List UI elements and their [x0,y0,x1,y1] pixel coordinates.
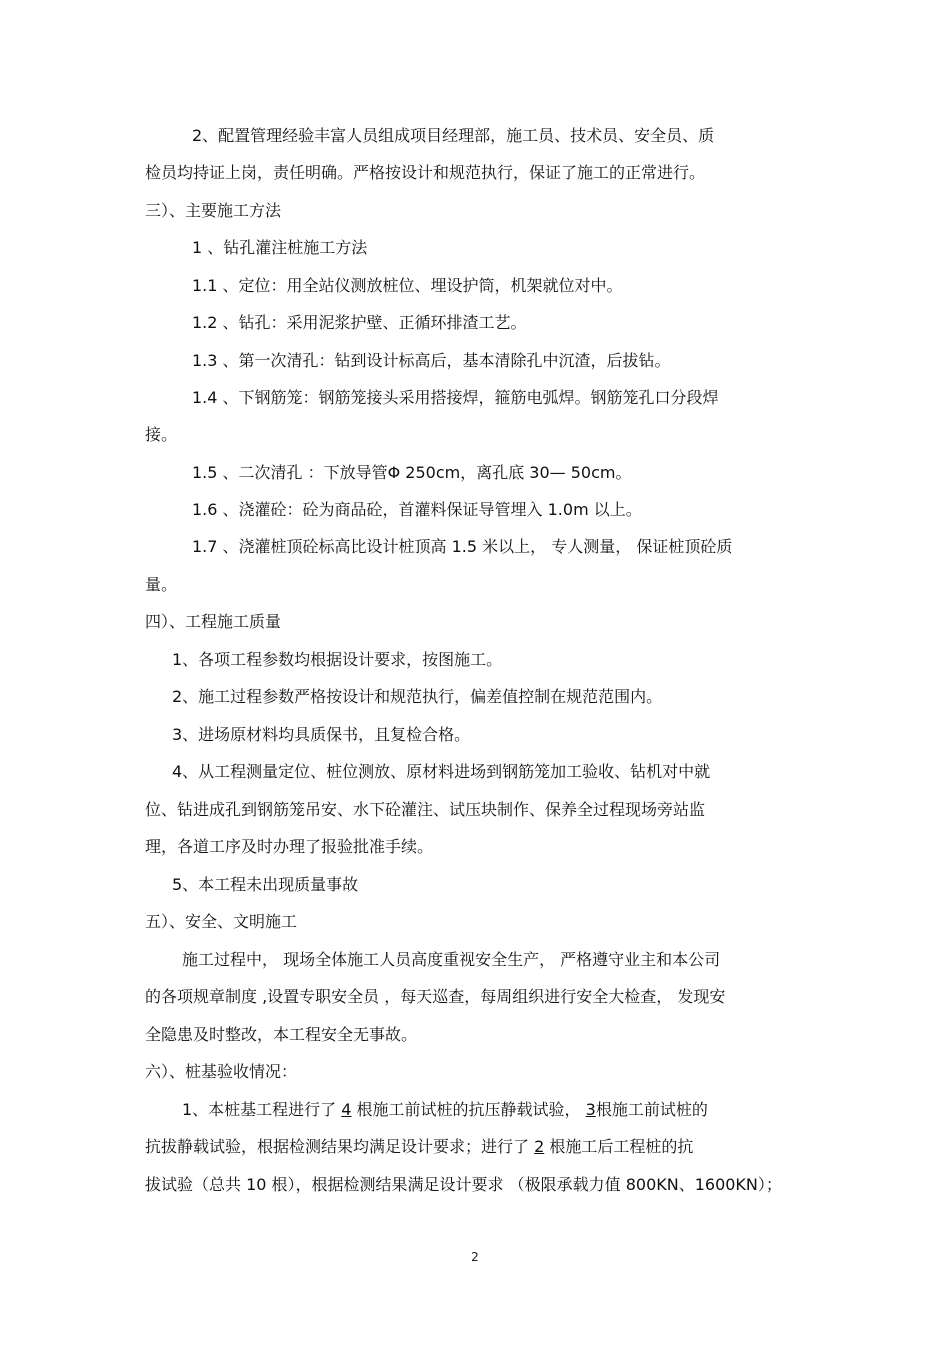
paragraph-line: 的各项规章制度 ,设置专职安全员 ，每天巡查，每周组织进行安全大检查， 发现安 [145,987,726,1006]
paragraph-line: 1.7 、浇灌桩顶砼标高比设计桩顶高 1.5 米以上， 专人测量， 保证桩顶砼质 [192,537,733,556]
paragraph-line: 4、从工程测量定位、桩位测放、原材料进场到钢筋笼加工验收、钻机对中就 [172,762,711,781]
text-run: 1、本桩基工程进行了 [182,1100,342,1119]
text-run: 根施工前试桩的 [595,1100,708,1119]
paragraph-line: 量。 [145,575,178,594]
underlined-count: 4 [341,1100,352,1119]
paragraph-line: 1.5 、二次清孔 ：下放导管Φ 250cm，离孔底 30— 50cm。 [192,463,632,482]
paragraph-line: 1.3 、第一次清孔：钻到设计标高后，基本清除孔中沉渣，后拔钻。 [192,351,671,370]
text-run: 根施工后工程桩的抗 [544,1137,694,1156]
paragraph-line: 全隐患及时整改，本工程安全无事故。 [145,1025,418,1044]
section-heading: 三）、主要施工方法 [145,201,282,220]
paragraph-line: 5、本工程未出现质量事故 [172,875,359,894]
paragraph-line: 3、进场原材料均具质保书，且复检合格。 [172,725,471,744]
paragraph-line: 检员均持证上岗，责任明确。严格按设计和规范执行，保证了施工的正常进行。 [145,163,706,182]
text-run: 抗拔静载试验，根据检测结果均满足设计要求；进行了 [145,1137,535,1156]
paragraph-line: 1.1 、定位：用全站仪测放桩位、埋设护筒，机架就位对中。 [192,276,623,295]
subsection-heading: 1 、钻孔灌注桩施工方法 [192,238,368,257]
acceptance-line-3: 拔试验（总共 10 根），根据检测结果满足设计要求 （极限承载力值 800KN、1600KN）； [145,1175,782,1194]
acceptance-line-1 [182,1099,708,1121]
section-heading: 四）、工程施工质量 [145,612,282,631]
section-heading: 五）、安全、文明施工 [145,912,298,931]
acceptance-line-2 [145,1136,693,1158]
paragraph-line: 1.6 、浇灌砼：砼为商品砼，首灌料保证导管埋入 1.0m 以上。 [192,500,642,519]
text-run: 根施工前试桩的抗压静载试验， [351,1100,586,1119]
section-heading: 六）、桩基验收情况： [145,1062,298,1081]
paragraph-line: 1、各项工程参数均根据设计要求，按图施工。 [172,650,503,669]
paragraph-line: 1.2 、钻孔：采用泥浆护壁、正循环排渣工艺。 [192,313,527,332]
paragraph-line: 理，各道工序及时办理了报验批准手续。 [145,837,434,856]
underlined-count: 2 [534,1137,545,1156]
paragraph-line: 2、配置管理经验丰富人员组成项目经理部，施工员、技术员、安全员、质 [192,126,715,145]
underlined-count: 3 [585,1100,596,1119]
paragraph-line: 1.4 、下钢筋笼：钢筋笼接头采用搭接焊，箍筋电弧焊。钢筋笼孔口分段焊 [192,388,719,407]
page-number: 2 [471,1250,479,1264]
paragraph-line: 2、施工过程参数严格按设计和规范执行，偏差值控制在规范范围内。 [172,687,663,706]
paragraph-line: 接。 [145,425,178,444]
paragraph-line: 位、钻进成孔到钢筋笼吊安、水下砼灌注、试压块制作、保养全过程现场旁站监 [145,800,706,819]
paragraph-line: 施工过程中， 现场全体施工人员高度重视安全生产， 严格遵守业主和本公司 [182,950,721,969]
